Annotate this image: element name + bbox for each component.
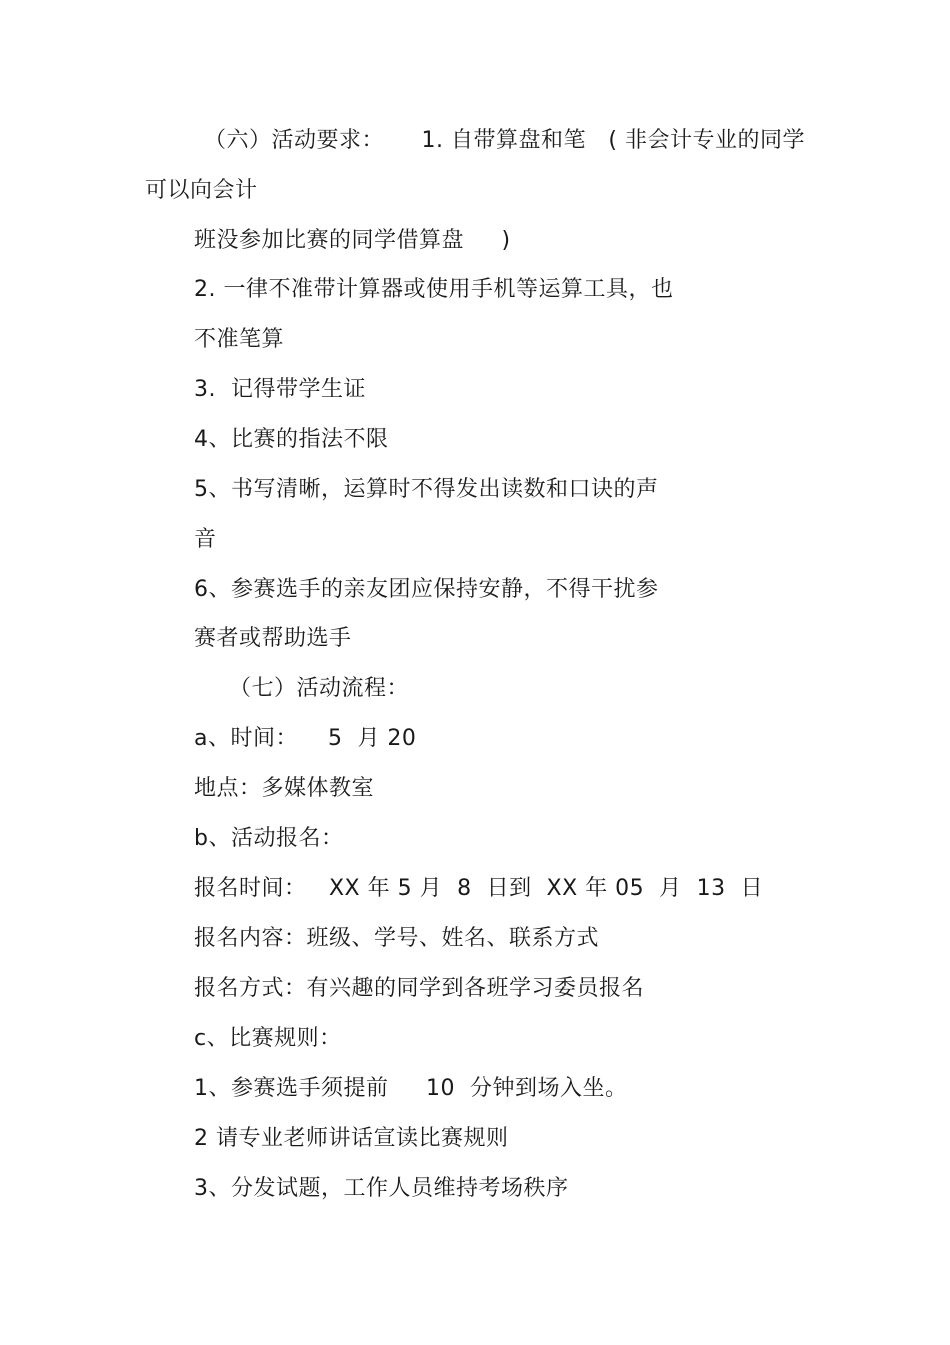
requirement-6-line-2: 赛者或帮助选手 bbox=[194, 626, 352, 651]
requirement-5-line-2: 音 bbox=[194, 527, 217, 552]
registration-heading: b、活动报名： bbox=[194, 826, 344, 851]
section-6-requirements-line-2: 可以向会计 bbox=[145, 178, 258, 203]
requirement-3: 3. 记得带学生证 bbox=[194, 377, 366, 402]
registration-method: 报名方式：有兴趣的同学到各班学习委员报名 bbox=[194, 976, 645, 1001]
requirement-2-line-1: 2. 一律不准带计算器或使用手机等运算工具，也 bbox=[194, 277, 674, 302]
rules-heading: c、比赛规则： bbox=[194, 1026, 342, 1051]
schedule-time: a、时间： 5 月 20 bbox=[194, 726, 417, 751]
section-6-requirements-line-1: （六）活动要求： 1. 自带算盘和笔 ( 非会计专业的同学 bbox=[204, 128, 806, 153]
requirement-2-line-2: 不准笔算 bbox=[194, 327, 285, 352]
registration-content: 报名内容：班级、学号、姓名、联系方式 bbox=[194, 926, 600, 951]
registration-time: 报名时间： XX 年 5 月 8 日到 XX 年 05 月 13 日 bbox=[194, 876, 764, 901]
section-7-heading: （七）活动流程： bbox=[229, 676, 410, 701]
requirement-4: 4、比赛的指法不限 bbox=[194, 427, 389, 452]
section-6-requirements-line-3: 班没参加比赛的同学借算盘 ) bbox=[194, 228, 511, 253]
rule-2: 2 请专业老师讲话宣读比赛规则 bbox=[194, 1126, 509, 1151]
rule-3: 3、分发试题，工作人员维持考场秩序 bbox=[194, 1176, 569, 1201]
requirement-5-line-1: 5、书写清晰，运算时不得发出读数和口诀的声 bbox=[194, 477, 659, 502]
schedule-location: 地点：多媒体教室 bbox=[194, 776, 375, 801]
rule-1: 1、参赛选手须提前 10 分钟到场入坐。 bbox=[194, 1076, 628, 1101]
requirement-6-line-1: 6、参赛选手的亲友团应保持安静，不得干扰参 bbox=[194, 577, 659, 602]
